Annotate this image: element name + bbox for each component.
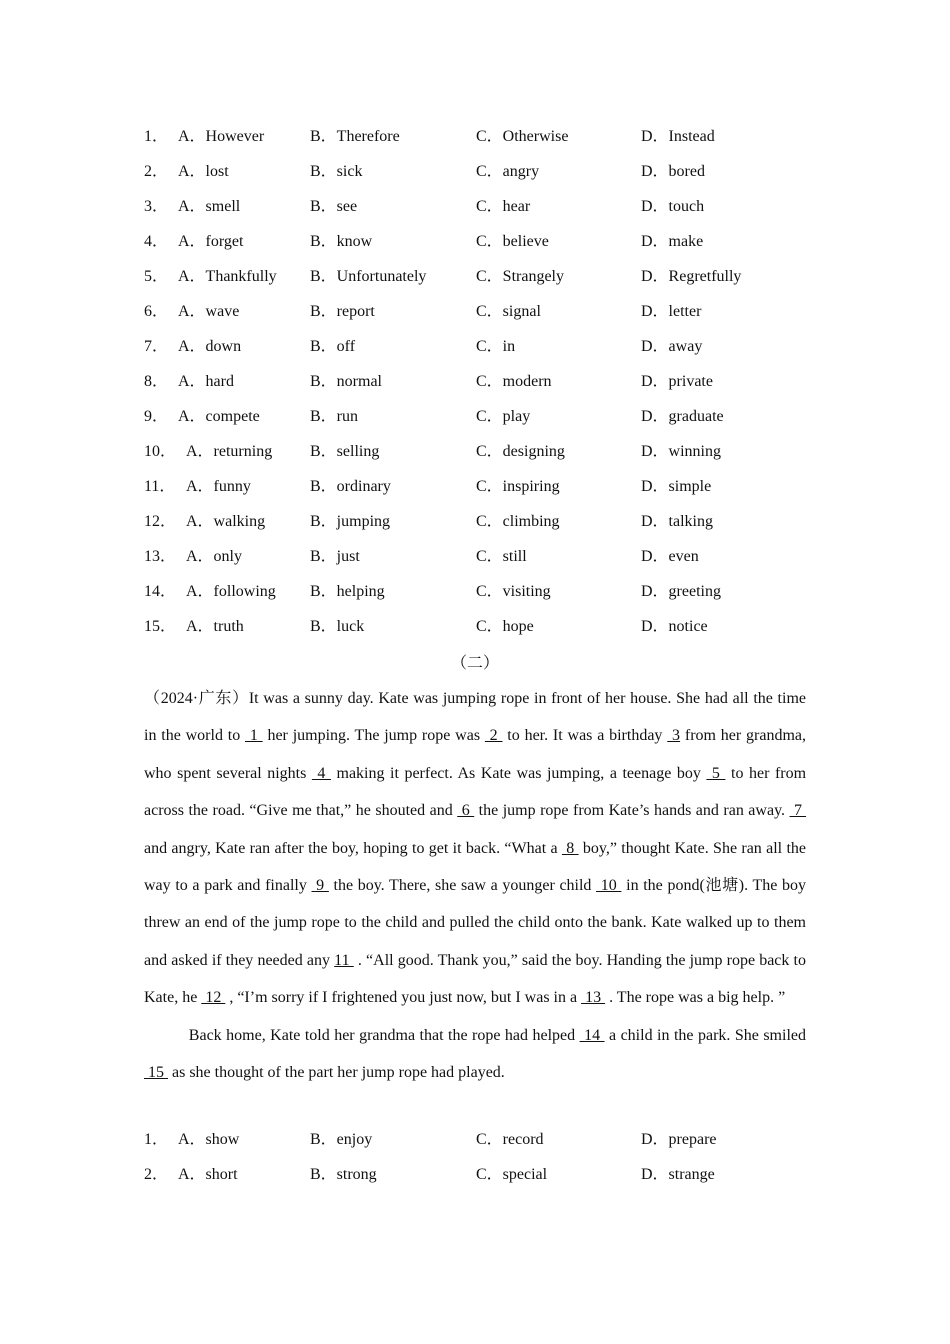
option-a: A．forget <box>178 233 244 250</box>
question-number: 14． <box>144 583 177 600</box>
question-number: 11． <box>144 478 176 495</box>
blank-3: 3 <box>667 727 681 745</box>
option-row-2 <box>144 160 806 184</box>
blank-1: 1 <box>245 727 263 745</box>
option-c: C．Otherwise <box>476 128 569 145</box>
option-d: D．away <box>641 338 703 355</box>
passage-paragraph-2 <box>144 1017 806 1092</box>
option-a: A．smell <box>178 198 241 215</box>
option-c: C．visiting <box>476 583 551 600</box>
blank-7: 7 <box>789 802 807 820</box>
passage-text: the boy. There, she saw a younger child <box>328 877 597 895</box>
option-b: B．luck <box>310 618 365 635</box>
blank-15: 15 <box>144 1064 168 1082</box>
option-a: A．show <box>178 1131 240 1148</box>
passage-text: boy,” thought Kate. She ran all the way to a park and finally <box>144 839 806 895</box>
option-c: C．inspiring <box>476 478 560 495</box>
question-number: 4． <box>144 233 169 250</box>
option-a: A．hard <box>178 373 234 390</box>
question-number: 8． <box>144 373 169 390</box>
option-row-7 <box>144 335 806 359</box>
option-a: A．funny <box>186 478 251 495</box>
option-b: B．off <box>310 338 356 355</box>
option-b: B．jumping <box>310 513 391 530</box>
option-row-1 <box>144 125 806 149</box>
passage-text: It was a sunny day. Kate was jumping rope in front of her house. She had all the time in the world to <box>144 690 806 745</box>
blank-14: 14 <box>579 1026 605 1044</box>
blank-2: 2 <box>484 727 503 745</box>
question-number: 10． <box>144 443 177 460</box>
option-row-14 <box>144 580 806 604</box>
option-row-2-2 <box>144 1163 806 1187</box>
option-d: D．simple <box>641 478 712 495</box>
option-c: C．in <box>476 338 516 355</box>
cloze-passage <box>144 680 806 1091</box>
passage-text: Back home, Kate told her grandma that the rope had helped <box>188 1026 580 1044</box>
blank-8: 8 <box>561 839 579 857</box>
option-b: B．selling <box>310 443 380 460</box>
option-b: B．ordinary <box>310 478 391 495</box>
option-b: B．enjoy <box>310 1131 373 1148</box>
option-row-8 <box>144 370 806 394</box>
blank-6: 6 <box>457 802 475 820</box>
option-row-10 <box>144 440 806 464</box>
blank-12: 12 <box>201 989 226 1007</box>
option-a: A．only <box>186 548 243 565</box>
option-row-5 <box>144 265 806 289</box>
passage-text: . The rope was a big help. ” <box>605 989 786 1007</box>
option-row-3 <box>144 195 806 219</box>
option-a: A．wave <box>178 303 240 320</box>
option-b: B．see <box>310 198 358 215</box>
option-c: C．climbing <box>476 513 560 530</box>
question-number: 1． <box>144 1131 169 1148</box>
option-d: D．even <box>641 548 699 565</box>
option-d: D．graduate <box>641 408 724 425</box>
blank-4: 4 <box>311 764 331 782</box>
question-number: 9． <box>144 408 169 425</box>
option-c: C．angry <box>476 163 540 180</box>
option-a: A．returning <box>186 443 273 460</box>
option-c: C．modern <box>476 373 552 390</box>
option-row-9 <box>144 405 806 429</box>
option-d: D．bored <box>641 163 705 180</box>
option-a: A．short <box>178 1166 238 1183</box>
question-number: 6． <box>144 303 169 320</box>
passage-text: the jump rope from Kate’s hands and ran away. <box>474 802 790 820</box>
option-b: B．Therefore <box>310 128 400 145</box>
option-b: B．sick <box>310 163 363 180</box>
option-c: C．Strangely <box>476 268 564 285</box>
option-c: C．signal <box>476 303 541 320</box>
passage-text: to her from across the road. “Give me that,” he shouted and <box>144 764 807 820</box>
blank-9: 9 <box>311 877 329 895</box>
option-b: B．run <box>310 408 359 425</box>
option-d: D．make <box>641 233 704 250</box>
option-row-6 <box>144 300 806 324</box>
blank-11: 11 <box>334 951 354 969</box>
passage-text: and angry, Kate ran after the boy, hoping to get it back. “What a <box>144 839 562 857</box>
passage-text: as she thought of the part her jump rope had played. <box>168 1064 505 1082</box>
option-d: D．touch <box>641 198 705 215</box>
option-c: C．hear <box>476 198 531 215</box>
option-b: B．helping <box>310 583 385 600</box>
option-d: D．Regretfully <box>641 268 742 285</box>
option-a: A．Thankfully <box>178 268 277 285</box>
passage-text: in the pond(池塘). The boy threw an end of the jump rope to the child and pulled the child onto the bank. Kate walked up to them and asked if they needed any <box>144 877 807 969</box>
option-row-11 <box>144 475 806 499</box>
option-a: A．compete <box>178 408 260 425</box>
passage-text: to her. It was a birthday <box>502 727 668 745</box>
option-d: D．greeting <box>641 583 721 600</box>
option-row-4 <box>144 230 806 254</box>
option-c: C．believe <box>476 233 549 250</box>
question-number: 3． <box>144 198 169 215</box>
option-a: A．down <box>178 338 242 355</box>
passage-text: a child in the park. She smiled <box>604 1026 806 1044</box>
option-a: A．following <box>186 583 276 600</box>
option-b: B．know <box>310 233 373 250</box>
option-c: C．designing <box>476 443 565 460</box>
option-b: B．Unfortunately <box>310 268 427 285</box>
question-number: 2． <box>144 1166 169 1183</box>
passage-text: her jumping. The jump rope was <box>262 727 485 745</box>
option-d: D．letter <box>641 303 702 320</box>
option-row-2-1 <box>144 1128 806 1152</box>
option-a: A．However <box>178 128 265 145</box>
option-c: C．special <box>476 1166 548 1183</box>
option-c: C．hope <box>476 618 534 635</box>
option-b: B．normal <box>310 373 382 390</box>
option-c: C．record <box>476 1131 544 1148</box>
blank-13: 13 <box>581 989 606 1007</box>
option-b: B．strong <box>310 1166 377 1183</box>
passage-text: . “All good. Thank you,” said the boy. Handing the jump rope back to Kate, he <box>144 951 806 1007</box>
option-a: A．walking <box>186 513 266 530</box>
option-row-13 <box>144 545 806 569</box>
question-number: 7． <box>144 338 169 355</box>
question-number: 15． <box>144 618 177 635</box>
passage-text: , “I’m sorry if I frightened you just now, but I was in a <box>225 989 582 1007</box>
blank-10: 10 <box>596 877 622 895</box>
option-d: D．talking <box>641 513 713 530</box>
section-heading: （二） <box>450 655 499 672</box>
option-b: B．just <box>310 548 360 565</box>
option-row-12 <box>144 510 806 534</box>
question-number: 13． <box>144 548 177 565</box>
option-d: D．Instead <box>641 128 715 145</box>
option-c: C．play <box>476 408 531 425</box>
option-b: B．report <box>310 303 375 320</box>
option-d: D．prepare <box>641 1131 717 1148</box>
option-c: C．still <box>476 548 527 565</box>
option-d: D．notice <box>641 618 708 635</box>
option-d: D．private <box>641 373 713 390</box>
option-row-15 <box>144 615 806 639</box>
option-d: D．winning <box>641 443 722 460</box>
option-a: A．lost <box>178 163 229 180</box>
question-number: 5． <box>144 268 169 285</box>
option-d: D．strange <box>641 1166 715 1183</box>
question-number: 2． <box>144 163 169 180</box>
blank-5: 5 <box>706 764 726 782</box>
option-a: A．truth <box>186 618 244 635</box>
passage-paragraph-1 <box>144 680 806 1017</box>
question-number: 12． <box>144 513 177 530</box>
passage-text: from her grandma, who spent several nights <box>144 727 807 782</box>
source-label: （2024·广东） <box>144 690 249 707</box>
question-number: 1． <box>144 128 169 145</box>
passage-text: making it perfect. As Kate was jumping, a teenage boy <box>330 764 707 782</box>
